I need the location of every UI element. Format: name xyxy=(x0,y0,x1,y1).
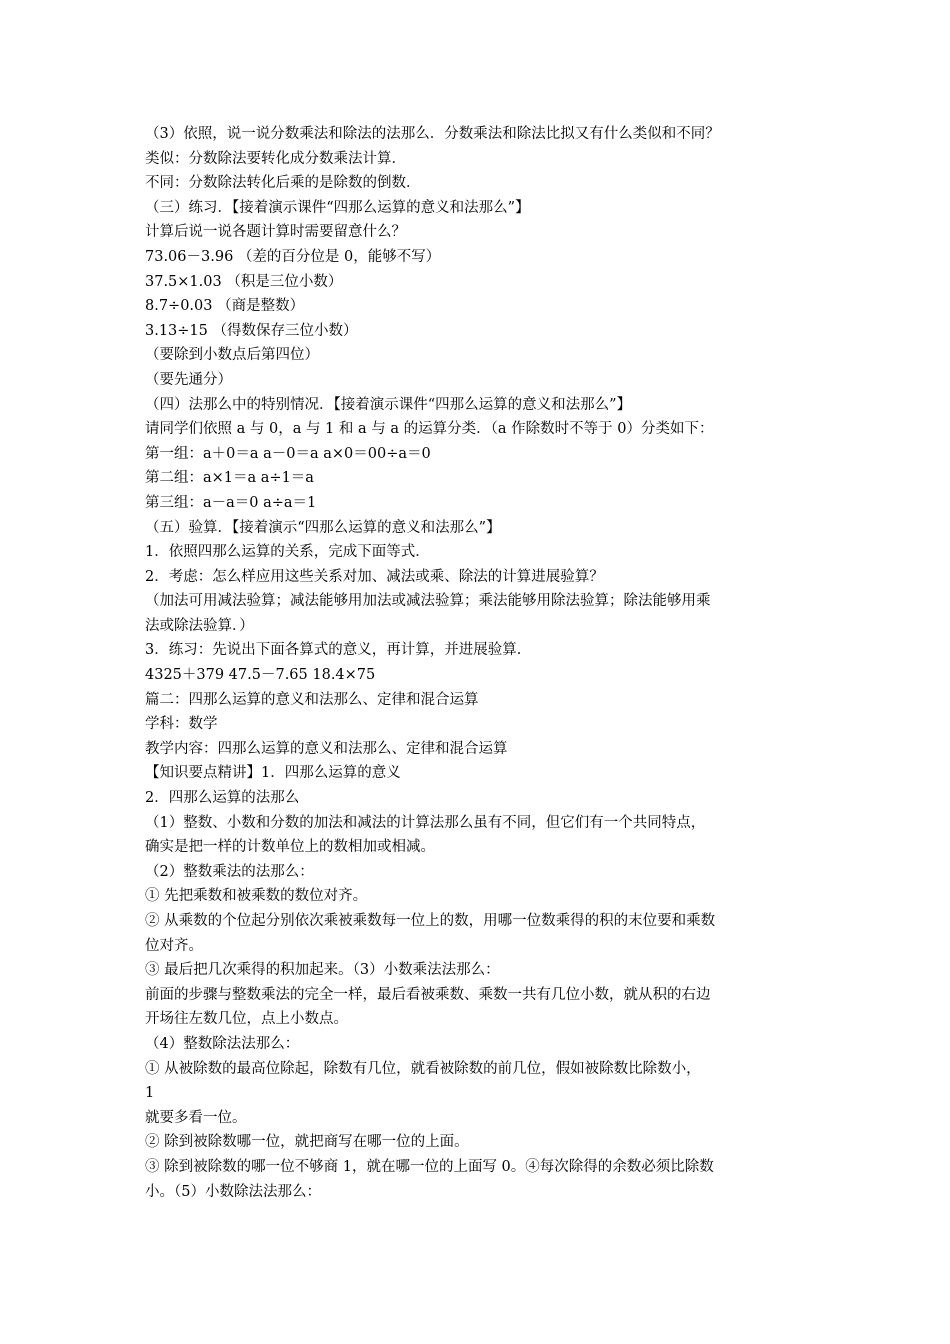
section-heading: 篇二：四那么运算的意义和法那么、定律和混合运算 xyxy=(145,691,479,708)
text-line: 开场往左数几位，点上小数点。 xyxy=(145,1011,348,1028)
text-line: 8.7÷0.03 （商是整数） xyxy=(145,298,305,315)
text-line: 【知识要点精讲】1．四那么运算的意义 xyxy=(145,765,401,782)
text-line: （3）依照，说一说分数乘法和除法的法那么．分数乘法和除法比拟又有什么类似和不同？ xyxy=(145,126,720,142)
section-heading: （三）练习．【接着演示课件“四那么运算的意义和法那么”】 xyxy=(145,199,530,216)
text-line: ① 从被除数的最高位除起，除数有几位，就看被除数的前几位，假如被除数比除数小， xyxy=(145,1060,701,1077)
text-line: 第三组：a－a＝0 a÷a＝1 xyxy=(145,494,317,511)
text-line: 3．练习：先说出下面各算式的意义，再计算，并进展验算． xyxy=(145,642,532,659)
page-number: 1 xyxy=(145,1085,155,1102)
text-line: 位对齐。 xyxy=(145,937,203,954)
text-line: ③ 最后把几次乘得的积加起来。（3）小数乘法法那么： xyxy=(145,962,500,979)
text-line: （2）整数乘法的法那么： xyxy=(145,863,314,880)
text-line: （加法可用减法验算；减法能够用加法或减法验算；乘法能够用除法验算；除法能够用乘 xyxy=(145,593,711,610)
text-line: （4）整数除法法那么： xyxy=(145,1035,300,1052)
text-line: （要除到小数点后第四位） xyxy=(145,347,319,364)
section-heading: （五）验算．【接着演示“四那么运算的意义和法那么”】 xyxy=(145,519,501,536)
text-line: 第二组：a×1＝a a÷1＝a xyxy=(145,470,314,487)
text-line: ② 除到被除数哪一位，就把商写在哪一位的上面。 xyxy=(145,1134,469,1151)
section-heading: （四）法那么中的特别情况．【接着演示课件“四那么运算的意义和法那么”】 xyxy=(145,396,632,413)
text-line: 学科：数学 xyxy=(145,716,218,733)
text-line: 4325＋379 47.5－7.65 18.4×75 xyxy=(145,667,376,684)
text-line: 法或除法验算．） xyxy=(145,617,254,634)
text-line: ① 先把乘数和被乘数的数位对齐。 xyxy=(145,888,368,905)
text-line: 类似：分数除法要转化成分数乘法计算． xyxy=(145,150,406,167)
text-line: 就要多看一位。 xyxy=(145,1109,247,1126)
text-line: 2．考虑：怎么样应用这些关系对加、减法或乘、除法的计算进展验算？ xyxy=(145,568,604,585)
text-line: 确实是把一样的计数单位上的数相加或相减。 xyxy=(145,839,435,856)
text-line: （要先通分） xyxy=(145,371,232,388)
text-line: 37.5×1.03 （积是三位小数） xyxy=(145,273,343,290)
text-line: 计算后说一说各题计算时需要留意什么？ xyxy=(145,224,406,241)
text-line: 不同：分数除法转化后乘的是除数的倒数． xyxy=(145,175,421,192)
text-line: （1）整数、小数和分数的加法和减法的计算法那么虽有不同，但它们有一个共同特点， xyxy=(145,814,706,831)
text-line: 3.13÷15 （得数保存三位小数） xyxy=(145,322,358,339)
text-line: 1．依照四那么运算的关系，完成下面等式． xyxy=(145,544,430,561)
text-line: 2．四那么运算的法那么 xyxy=(145,790,300,807)
text-line: ② 从乘数的个位起分别依次乘被乘数每一位上的数，用哪一位数乘得的积的末位要和乘数 xyxy=(145,913,716,929)
text-line: 第一组：a＋0＝a a－0＝a a×0＝00÷a＝0 xyxy=(145,445,431,462)
text-line: 请同学们依照 a 与 0，a 与 1 和 a 与 a 的运算分类．（a 作除数时不等于 0）分类如下： xyxy=(145,421,714,438)
text-line: 小。（5）小数除法法那么： xyxy=(145,1183,321,1200)
text-line: 前面的步骤与整数乘法的完全一样，最后看被乘数、乘数一共有几位小数，就从积的右边 xyxy=(145,986,711,1003)
text-line: ③ 除到被除数的哪一位不够商 1，就在哪一位的上面写 0。④每次除得的余数必须比除数 xyxy=(145,1158,714,1175)
text-line: 教学内容：四那么运算的意义和法那么、定律和混合运算 xyxy=(145,740,508,757)
text-line: 73.06－3.96 （差的百分位是 0，能够不写） xyxy=(145,248,441,265)
document-page xyxy=(145,122,810,1204)
